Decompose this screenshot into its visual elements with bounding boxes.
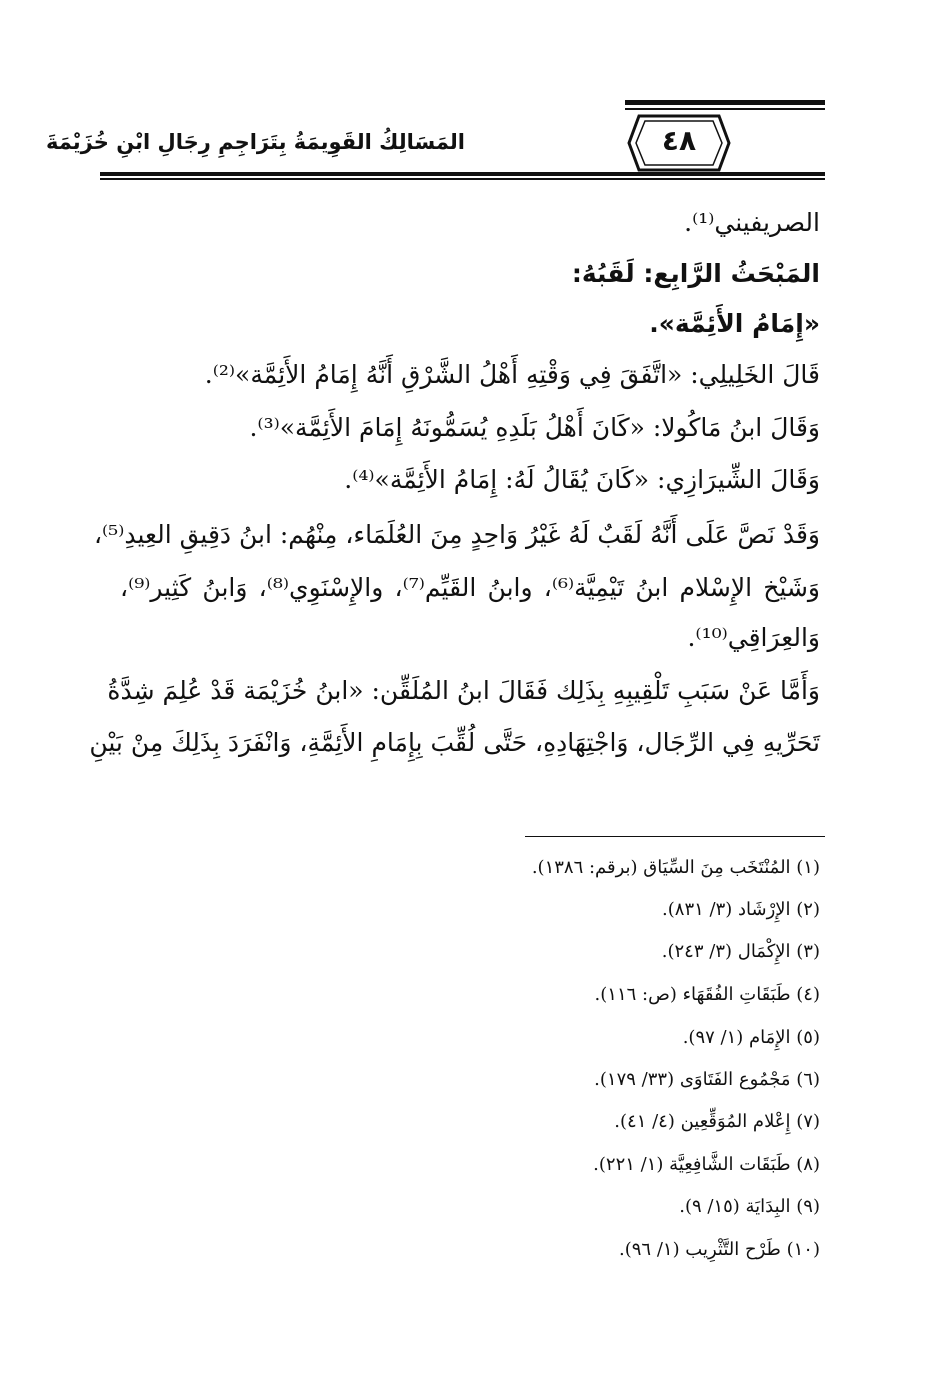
running-header-title: المَسَالِكُ القَوِيمَةُ بِتَرَاجِمِ رِجَالِ ابْنِ خُزَيْمَةَ — [45, 130, 465, 154]
text-line: وَالعِرَاقِي⁽¹⁰⁾. — [687, 623, 820, 652]
text-line: وَأَمَّا عَنْ سَبَبِ تَلْقِيبِهِ بِذَلِك فَقَالَ ابنُ المُلَقِّن: «ابنُ خُزَيْمَة قَدْ عُلِمَ شِدَّةُ — [107, 676, 820, 705]
text-line: وَقَدْ نَصَّ عَلَى أَنَّهُ لَقَبٌ لَهُ غَيْرُ وَاحِدٍ مِنَ العُلَمَاء، مِنْهُم: ابنُ دَقِيقِ العِيدِ⁽⁵⁾، — [93, 520, 820, 549]
text-line: تَحَرِّيهِ فِي الرِّجَال، وَاجْتِهَادِهِ، حَتَّى لُقِّبَ بِإِمَامِ الأَئِمَّةِ، وَانْفَرَدَ بِذَلِكَ مِنْ بَيْنِ — [89, 728, 820, 757]
text-line: وَقَالَ الشِّيرَازِي: «كَانَ يُقَالُ لَهُ: إِمَامُ الأَئِمَّة»⁽⁴⁾. — [344, 465, 820, 494]
text-line: وَقَالَ ابنُ مَاكُولا: «كَانَ أَهْلُ بَلَدِهِ يُسَمُّونَهُ إِمَامَ الأَئِمَّة»⁽³⁾. — [249, 413, 820, 442]
page-number: ٤٨ — [661, 124, 697, 157]
footnote-6: (٦) مَجْمُوع الفَتَاوَى (٣٣/ ١٧٩). — [594, 1069, 820, 1090]
footnote-2: (٢) الإِرْشَاد (٣/ ٨٣١). — [662, 899, 820, 920]
footnote-5: (٥) الإِمَام (١/ ٩٧). — [682, 1027, 820, 1048]
footnote-4: (٤) طَبَقَاتِ الفُقَهَاء (ص: ١١٦). — [594, 984, 820, 1005]
footnote-8: (٨) طَبَقَات الشَّافِعِيَّة (١/ ٢٢١). — [593, 1154, 820, 1175]
page-number-badge — [625, 112, 733, 174]
footnote-10: (١٠) طَرْح التَّثْرِيب (١/ ٩٦). — [619, 1239, 820, 1260]
text-line: وَشَيْخ الإِسْلام ابنُ تَيْمِيَّة⁽⁶⁾، وابنُ القَيِّم⁽⁷⁾، والإِسْنَوِي⁽⁸⁾، وَابنُ كَثِير⁽⁹⁾، — [120, 573, 820, 602]
section-title: «إِمَامُ الأَئِمَّة». — [649, 309, 820, 338]
section-heading: المَبْحَثُ الرَّابِع: لَقَبُهُ: — [571, 259, 820, 288]
text-line: الصريفيني⁽¹⁾. — [684, 208, 820, 237]
text-line: قَالَ الخَلِيلِي: «اتَّفَقَ فِي وَقْتِهِ أَهْلُ الشَّرْقِ أَنَّهُ إِمَامُ الأَئِمَّة»⁽²⁾. — [204, 360, 820, 389]
footnote-9: (٩) البِدَايَة (١٥/ ٩). — [679, 1196, 820, 1217]
footnote-7: (٧) إِعْلام المُوَقِّعِين (٤/ ٤١). — [614, 1111, 820, 1132]
header-rule-top-thick — [625, 100, 825, 105]
header-rule-top-thin — [625, 108, 825, 110]
header-rule-bottom-thin — [100, 178, 825, 180]
footnote-1: (١) المُنْتَخَب مِنَ السِّيَاق (برقم: ١٣٨٦). — [531, 857, 820, 878]
footnote-separator — [525, 836, 825, 837]
footnote-3: (٣) الإِكْمَال (٣/ ٢٤٣). — [661, 941, 820, 962]
